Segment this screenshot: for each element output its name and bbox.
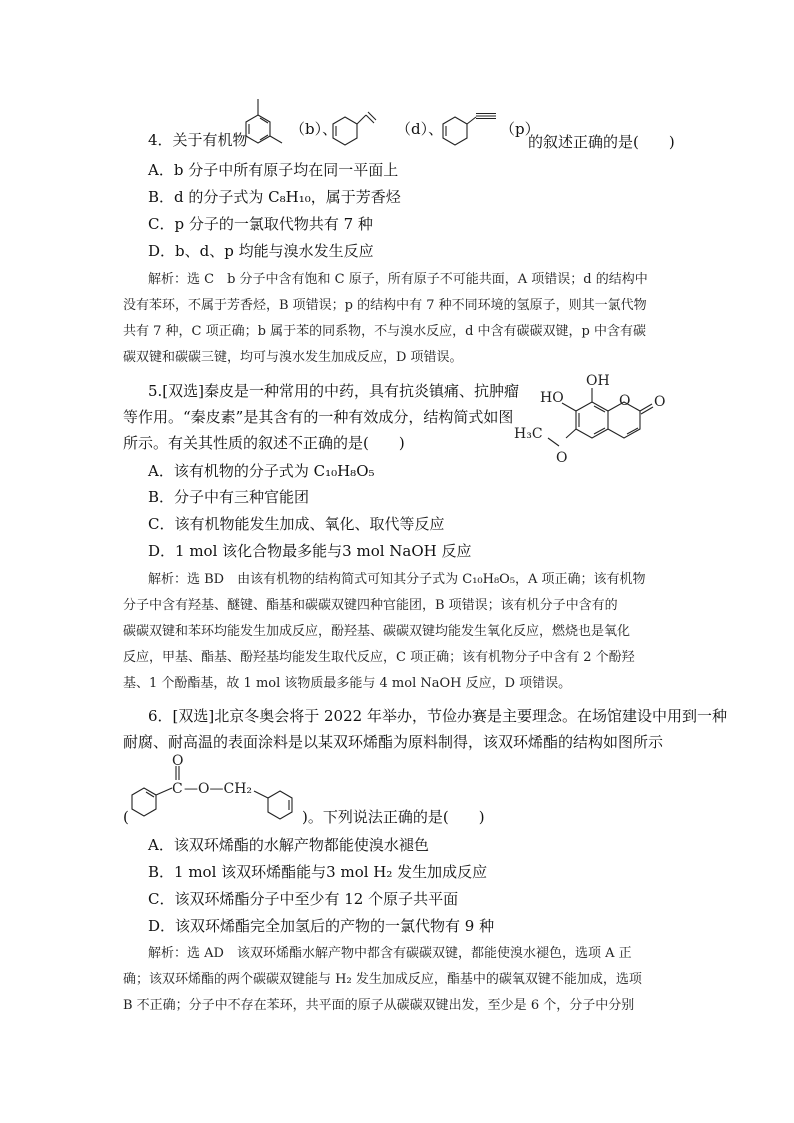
q5-option-b: B．分子中有三种官能团: [148, 488, 310, 506]
q4-label-p: （p）: [500, 120, 540, 138]
q4-label-b: （b）、: [290, 120, 338, 138]
q5-analysis-line: 解析：选 BD 由该有机物的结构简式可知其分子式为 C₁₀H₈O₅，A 项正确；该有机物: [148, 572, 646, 587]
q4-option-d: D．b、d、p 均能与溴水发生反应: [148, 242, 374, 260]
structure-b-xylene: [238, 95, 288, 155]
q5-stem-line: 5.[双选]秦皮是一种常用的中药，具有抗炎镇痛、抗肿瘤: [148, 382, 520, 400]
q6-option-d: D．该双环烯酯完全加氢后的产物的一氯代物有 9 种: [148, 917, 495, 935]
q5-option-d: D．1 mol 该化合物最多能与3 mol NaOH 反应: [148, 542, 472, 560]
q4-option-b: B．d 的分子式为 C₈H₁₀，属于芳香烃: [148, 188, 401, 206]
q5-stem-line: 等作用。“秦皮素”是其含有的一种有效成分，结构简式如图: [123, 408, 514, 426]
structure-bicyclic-ester: [128, 753, 318, 828]
q4-analysis-line: 碳双键和碳碳三键，均可与溴水发生加成反应，D 项错误。: [123, 350, 463, 365]
q6-option-c: C．该双环烯酯分子中至少有 12 个原子共平面: [148, 890, 459, 908]
q5-analysis-line: 分子中含有羟基、醚键、酯基和碳碳双键四种官能团，B 项错误；该有机分子中含有的: [123, 598, 618, 613]
q4-option-c: C．p 分子的一氯取代物共有 7 种: [148, 215, 373, 233]
label-ch3: H₃C: [514, 426, 543, 442]
q6-analysis-line: 解析：选 AD 该双环烯酯水解产物中都含有碳碳双键，都能使溴水褪色，选项 A 正: [148, 946, 632, 961]
q6-analysis-line: B 不正确；分子中不存在苯环，共平面的原子从碳碳双键出发，至少是 6 个，分子中分别: [123, 998, 635, 1013]
q5-stem-line: 所示。有关其性质的叙述不正确的是( ): [123, 434, 405, 452]
q4-analysis-line: 共有 7 种，C 项正确；b 属于苯的同系物，不与溴水反应，d 中含有碳碳双键，p 中含有碳: [123, 324, 646, 339]
structure-fraxetin: [510, 372, 690, 472]
label-keto-o: O: [654, 394, 666, 410]
q5-analysis-line: 基、1 个酚酯基，故 1 mol 该物质最多能与 4 mol NaOH 反应，D 项错误。: [123, 676, 572, 691]
q5-option-c: C．该有机物能发生加成、氧化、取代等反应: [148, 515, 445, 533]
q4-tail: 的叙述正确的是( ): [528, 133, 675, 151]
structure-d: [330, 105, 380, 155]
q6-option-b: B．1 mol 该双环烯酯能与3 mol H₂ 发生加成反应: [148, 863, 488, 881]
q4-analysis-line: 解析：选 C b 分子中含有饱和 C 原子，所有原子不可能共面，A 项错误；d 的结构中: [148, 272, 648, 287]
q5-analysis-line: 反应，甲基、酯基、酚羟基均能发生取代反应，C 项正确；该有机物分子中含有 2 个酚羟: [123, 650, 635, 665]
label-ring-o: O: [619, 393, 631, 409]
q6-paren-tail: )。下列说法正确的是( ): [302, 808, 485, 826]
label-carbon: C: [172, 781, 183, 797]
label-ether-o: O: [556, 450, 568, 466]
q6-stem-line: 耐腐、耐高温的表面涂料是以某双环烯酯为原料制得，该双环烯酯的结构如图所示: [123, 733, 664, 751]
q6-paren-open: (: [123, 808, 129, 826]
q5-option-a: A．该有机物的分子式为 C₁₀H₈O₅: [148, 462, 375, 480]
label-ho: HO: [540, 390, 564, 406]
label-carbonyl-o: O: [172, 753, 184, 769]
q5-analysis-line: 碳碳双键和苯环均能发生加成反应，酚羟基、碳碳双键均能发生氧化反应，燃烧也是氧化: [123, 624, 631, 639]
q6-option-a: A．该双环烯酯的水解产物都能使溴水褪色: [148, 836, 429, 854]
q6-stem-line: 6．[双选]北京冬奥会将于 2022 年举办，节俭办赛是主要理念。在场馆建设中用到一种: [148, 707, 727, 725]
label-ester-chain: —O—CH₂: [184, 781, 253, 797]
q4-label-d: （d）、: [396, 120, 444, 138]
q4-analysis-line: 没有苯环，不属于芳香烃，B 项错误；p 的结构中有 7 种不同环境的氢原子，则其一氯代物: [123, 298, 647, 313]
label-oh: OH: [586, 373, 610, 389]
q4-option-a: A．b 分子中所有原子均在同一平面上: [148, 161, 399, 179]
q6-analysis-line: 确；该双环烯酯的两个碳碳双键能与 H₂ 发生加成反应，酯基中的碳氧双键不能加成，选项: [123, 972, 642, 987]
q4-lead: 4．关于有机物: [148, 131, 248, 149]
